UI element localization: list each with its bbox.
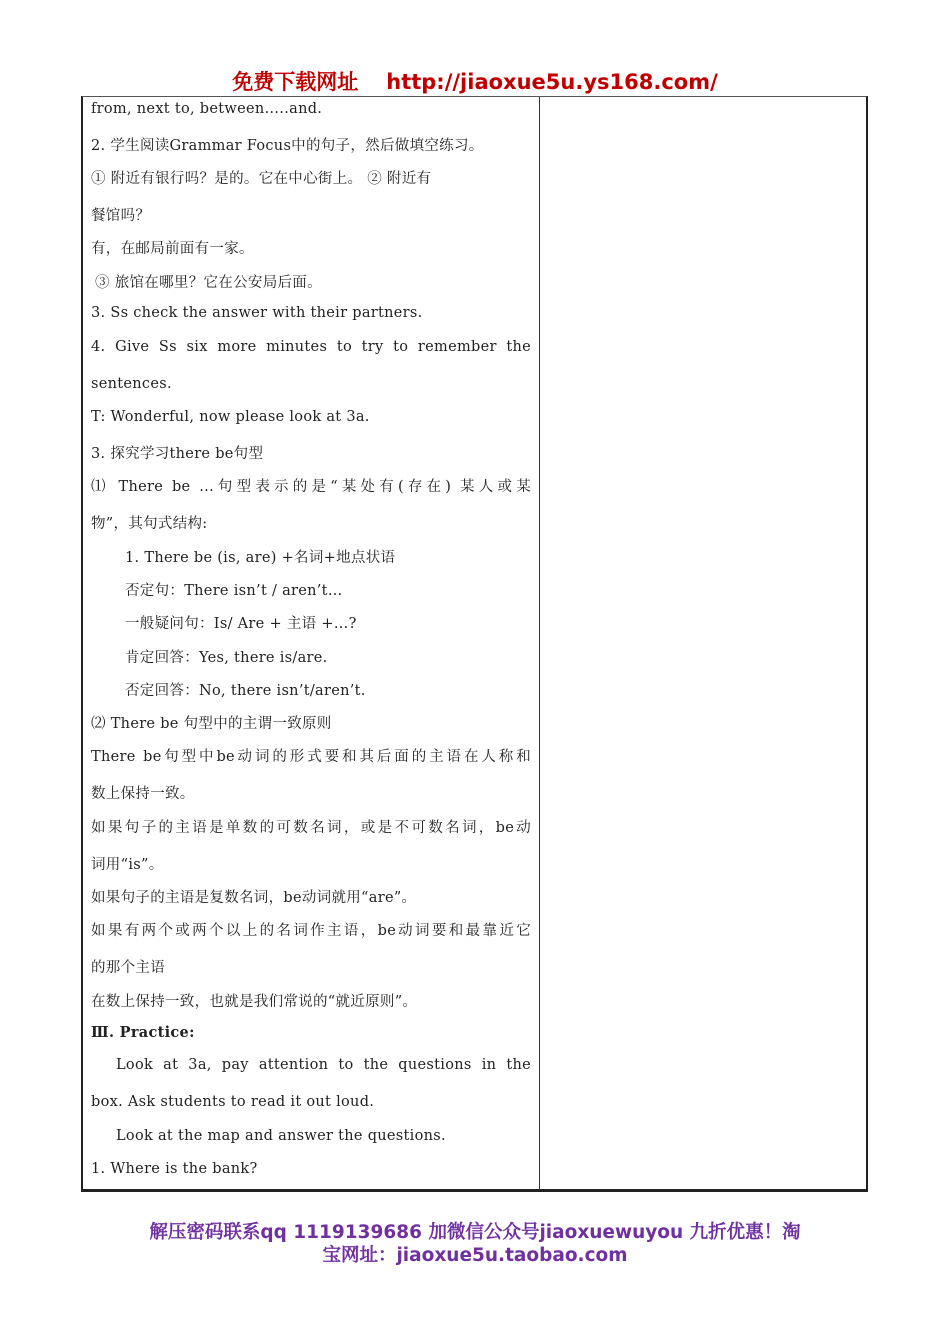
text-line: 否定回答：No, there isn’t/aren’t. xyxy=(125,683,366,699)
text-line: Look at 3a, pay attention to the questions in the xyxy=(116,1057,531,1073)
lesson-table xyxy=(81,96,868,1192)
footer-shop-link[interactable]: 宝网址：jiaoxue5u.taobao.com xyxy=(322,1245,628,1266)
text-line: 物”，其句式结构: xyxy=(91,516,208,532)
text-line: 1. Where is the bank? xyxy=(91,1161,258,1177)
text-line: 2. 学生阅读Grammar Focus中的句子，然后做填空练习。 xyxy=(91,138,484,154)
text-line: 3. Ss check the answer with their partners. xyxy=(91,305,423,321)
text-line: 有，在邮局前面有一家。 xyxy=(91,241,254,257)
text-line: ③ 旅馆在哪里？它在公安局后面。 xyxy=(95,275,322,291)
text-line: 1. There be (is, are) +名词+地点状语 xyxy=(125,550,396,566)
column-divider xyxy=(539,97,540,1189)
section-heading: 3. 探究学习there be句型 xyxy=(91,446,264,462)
text-line: 如果句子的主语是单数的可数名词，或是不可数名词，be动 xyxy=(91,820,531,836)
text-line: 词用“is”。 xyxy=(91,857,164,873)
text-line: box. Ask students to read it out loud. xyxy=(91,1094,375,1110)
text-line: 在数上保持一致，也就是我们常说的“就近原则”。 xyxy=(91,994,418,1010)
page-header xyxy=(0,66,950,96)
text-line: 如果有两个或两个以上的名词作主语，be动词要和最靠近它 xyxy=(91,923,531,939)
text-line: ⑵ There be 句型中的主谓一致原则 xyxy=(91,716,332,732)
text-line: 4. Give Ss six more minutes to try to remember the xyxy=(91,339,531,355)
text-line: There be句型中be动词的形式要和其后面的主语在人称和 xyxy=(91,749,531,765)
text-line: T: Wonderful, now please look at 3a. xyxy=(91,409,370,425)
free-download-label: 免费下载网址 xyxy=(232,70,359,94)
text-line: ⑴ There be ...句型表示的是“某处有(存在) 某人或某 xyxy=(91,479,531,495)
text-line: ① 附近有银行吗？是的。它在中心街上。 ② 附近有 xyxy=(91,171,432,187)
text-line: 肯定回答：Yes, there is/are. xyxy=(125,650,328,666)
text-line: sentences. xyxy=(91,376,172,392)
text-line: Look at the map and answer the questions. xyxy=(116,1128,446,1144)
footer-contact-line: 解压密码联系qq 1119139686 加微信公众号jiaoxuewuyou 九折优惠！淘 xyxy=(149,1222,801,1243)
site-url-link[interactable]: http://jiaoxue5u.ys168.com/ xyxy=(386,70,718,94)
text-line: 一般疑问句：Is/ Are + 主语 +…? xyxy=(125,616,357,632)
text-line: 否定句：There isn’t / aren’t… xyxy=(125,583,343,599)
text-line: 如果句子的主语是复数名词，be动词就用“are”。 xyxy=(91,890,417,906)
text-line: 餐馆吗？ xyxy=(91,208,151,224)
practice-heading: Ⅲ. Practice: xyxy=(91,1024,195,1041)
text-line: from, next to, between…..and. xyxy=(91,101,323,117)
text-line: 数上保持一致。 xyxy=(91,786,195,802)
text-line: 的那个主语 xyxy=(91,960,165,976)
